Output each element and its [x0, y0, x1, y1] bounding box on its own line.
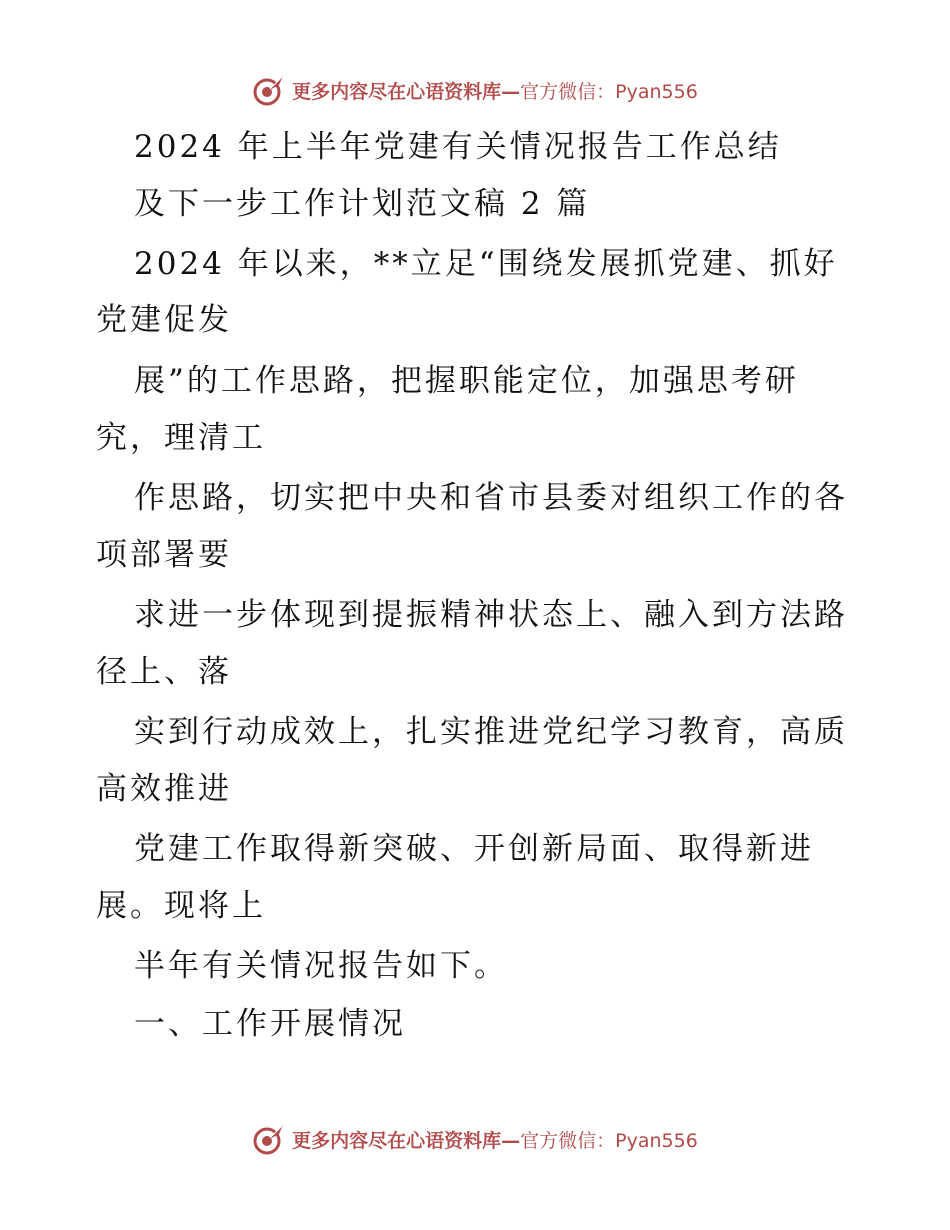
body-line: 半年有关情况报告如下。 [134, 948, 508, 984]
body-line: 项部署要 [96, 537, 232, 573]
body-line: 实到行动成效上，扎实推进党纪学习教育，高质 [134, 714, 848, 750]
footer-banner [0, 1119, 950, 1159]
quill-logo-icon [252, 1122, 286, 1156]
section-heading: 一、工作开展情况 [134, 1006, 406, 1042]
body-line: 求进一步体现到提振精神状态上、融入到方法路 [134, 597, 848, 633]
doc-title-line-2: 及下一步工作计划范文稿 2 篇 [134, 186, 591, 222]
body-line: 作思路，切实把中央和省市县委对组织工作的各 [134, 480, 848, 516]
body-line: 展”的工作思路，把握职能定位，加强思考研 [134, 363, 799, 399]
banner-site: 更多内容尽在心语资料库 [292, 1129, 502, 1152]
body-line: 高效推进 [96, 771, 232, 807]
header-banner [0, 70, 950, 110]
body-line: 展。现将上 [96, 888, 266, 924]
body-line: 党建工作取得新突破、开创新局面、取得新进 [134, 831, 814, 867]
body-line: 究，理清工 [96, 420, 266, 456]
banner-text [292, 1126, 698, 1153]
body-line: 径上、落 [96, 654, 232, 690]
banner-text [292, 77, 698, 104]
quill-logo-icon [252, 73, 286, 107]
banner-site: 更多内容尽在心语资料库 [292, 80, 502, 103]
banner-wechat: 官方微信：Pyan556 [520, 80, 698, 103]
banner-wechat: 官方微信：Pyan556 [520, 1129, 698, 1152]
body-line: 党建促发 [96, 302, 232, 338]
body-line: 2024 年以来，**立足“围绕发展抓党建、抓好 [134, 246, 838, 282]
banner-separator: — [501, 1129, 521, 1152]
banner-separator: — [501, 80, 521, 103]
doc-title-line-1: 2024 年上半年党建有关情况报告工作总结 [134, 129, 782, 165]
